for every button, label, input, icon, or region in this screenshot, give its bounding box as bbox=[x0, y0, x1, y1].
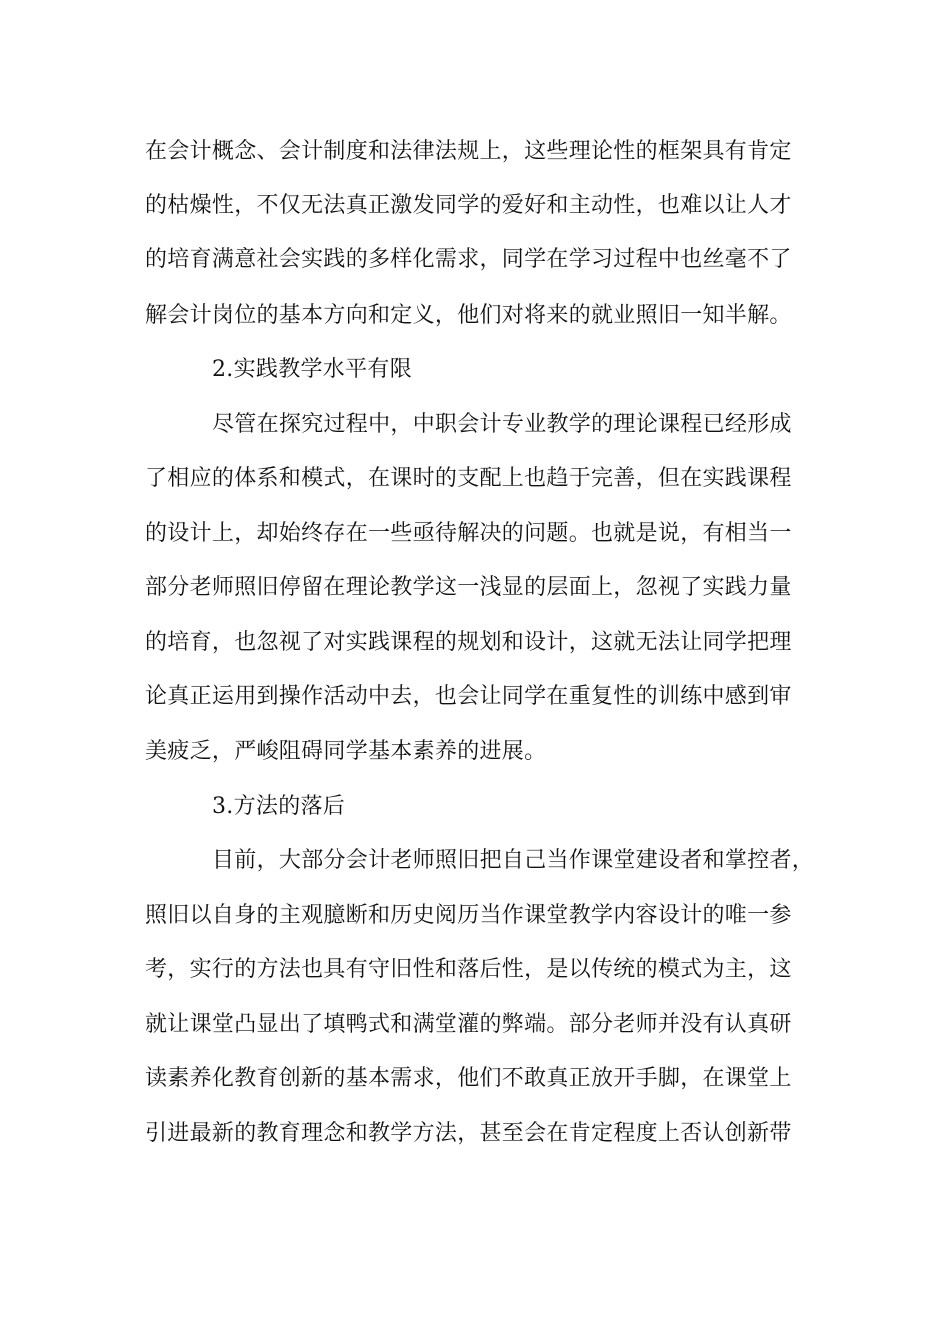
paragraph-line: 解会计岗位的基本方向和定义，他们对将来的就业照旧一知半解。 bbox=[145, 303, 792, 328]
paragraph-line: 读素养化教育创新的基本需求，他们不敢真正放开手脚，在课堂上 bbox=[145, 1066, 792, 1091]
paragraph-line: 美疲乏，严峻阻碍同学基本素养的进展。 bbox=[145, 739, 547, 764]
paragraph-line: 尽管在探究过程中，中职会计专业教学的理论课程已经形成 bbox=[212, 412, 792, 437]
paragraph-line: 就让课堂凸显出了填鸭式和满堂灌的弊端。部分老师并没有认真研 bbox=[145, 1012, 792, 1037]
paragraph-line: 目前，大部分会计老师照旧把自己当作课堂建设者和掌控者， bbox=[212, 848, 815, 873]
section-heading: 3.方法的落后 bbox=[212, 794, 346, 819]
paragraph-line: 的培育，也忽视了对实践课程的规划和设计，这就无法让同学把理 bbox=[145, 630, 792, 655]
paragraph-line: 考，实行的方法也具有守旧性和落后性，是以传统的模式为主，这 bbox=[145, 957, 792, 982]
paragraph-line: 了相应的体系和模式，在课时的支配上也趋于完善，但在实践课程 bbox=[145, 466, 792, 491]
paragraph-line: 的培育满意社会实践的多样化需求，同学在学习过程中也丝毫不了 bbox=[145, 247, 792, 272]
paragraph-line: 的设计上，却始终存在一些亟待解决的问题。也就是说，有相当一 bbox=[145, 521, 792, 546]
paragraph-line: 论真正运用到操作活动中去，也会让同学在重复性的训练中感到审 bbox=[145, 684, 792, 709]
paragraph-line: 部分老师照旧停留在理论教学这一浅显的层面上，忽视了实践力量 bbox=[145, 575, 792, 600]
section-heading: 2.实践教学水平有限 bbox=[212, 357, 412, 382]
paragraph-line: 引进最新的教育理念和教学方法，甚至会在肯定程度上否认创新带 bbox=[145, 1121, 792, 1146]
paragraph-line: 照旧以自身的主观臆断和历史阅历当作课堂教学内容设计的唯一参 bbox=[145, 903, 792, 928]
paragraph-line: 的枯燥性，不仅无法真正激发同学的爱好和主动性，也难以让人才 bbox=[145, 193, 792, 218]
paragraph-line: 在会计概念、会计制度和法律法规上，这些理论性的框架具有肯定 bbox=[145, 139, 792, 164]
